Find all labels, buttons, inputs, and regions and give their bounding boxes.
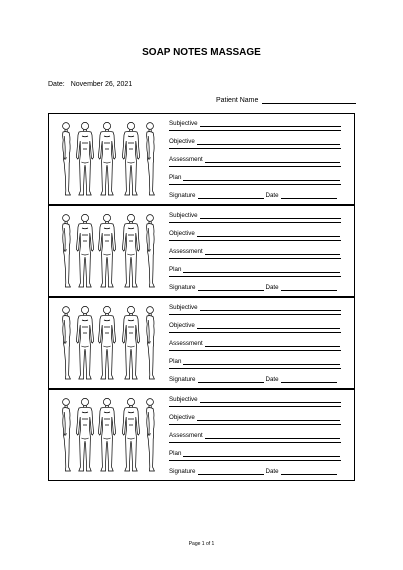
plan-extra-line[interactable]: [169, 184, 341, 185]
plan-extra-line[interactable]: [169, 276, 341, 277]
plan-field[interactable]: [169, 358, 340, 365]
plan-label: Plan: [169, 266, 182, 273]
signature-date-label: Date: [265, 284, 279, 291]
date-label: Date:: [48, 81, 65, 88]
assessment-extra-line[interactable]: [169, 258, 341, 259]
signature-label: Signature: [169, 284, 196, 291]
subjective-label: Subjective: [169, 304, 198, 311]
signature-label: Signature: [169, 192, 196, 199]
subjective-label: Subjective: [169, 396, 198, 403]
assessment-field[interactable]: [169, 156, 340, 163]
subjective-extra-line[interactable]: [169, 314, 341, 315]
plan-field[interactable]: [169, 174, 340, 181]
signature-field[interactable]: [169, 284, 337, 291]
soap-note-section: [48, 297, 355, 389]
plan-extra-line[interactable]: [169, 368, 341, 369]
subjective-label: Subjective: [169, 212, 198, 219]
assessment-field[interactable]: [169, 248, 340, 255]
human-body-outline-icon: [59, 397, 157, 475]
soap-note-section: [48, 389, 355, 481]
assessment-field[interactable]: [169, 432, 340, 439]
plan-field[interactable]: [169, 450, 340, 457]
signature-label: Signature: [169, 468, 196, 475]
plan-label: Plan: [169, 450, 182, 457]
patient-name-field[interactable]: [216, 96, 356, 104]
date-value: November 26, 2021: [70, 81, 133, 88]
human-body-outline-icon: [59, 305, 157, 383]
assessment-extra-line[interactable]: [169, 166, 341, 167]
objective-field[interactable]: [169, 322, 340, 329]
subjective-extra-line[interactable]: [169, 130, 341, 131]
signature-field[interactable]: [169, 192, 337, 199]
signature-date-label: Date: [265, 468, 279, 475]
assessment-field[interactable]: [169, 340, 340, 347]
objective-extra-line[interactable]: [169, 424, 341, 425]
patient-name-line[interactable]: [262, 96, 356, 104]
soap-note-section: [48, 205, 355, 297]
objective-field[interactable]: [169, 414, 340, 421]
subjective-label: Subjective: [169, 120, 198, 127]
subjective-extra-line[interactable]: [169, 222, 341, 223]
objective-label: Objective: [169, 322, 195, 329]
assessment-label: Assessment: [169, 340, 203, 347]
assessment-extra-line[interactable]: [169, 442, 341, 443]
objective-extra-line[interactable]: [169, 148, 341, 149]
assessment-label: Assessment: [169, 156, 203, 163]
subjective-field[interactable]: [169, 212, 341, 219]
assessment-extra-line[interactable]: [169, 350, 341, 351]
patient-name-label: Patient Name: [216, 97, 259, 104]
objective-label: Objective: [169, 138, 195, 145]
objective-label: Objective: [169, 230, 195, 237]
objective-field[interactable]: [169, 230, 340, 237]
soap-note-section: [48, 113, 355, 205]
assessment-label: Assessment: [169, 248, 203, 255]
page-number: Page 1 of 1: [188, 541, 215, 547]
signature-label: Signature: [169, 376, 196, 383]
objective-extra-line[interactable]: [169, 332, 341, 333]
human-body-outline-icon: [59, 213, 157, 291]
signature-date-label: Date: [265, 192, 279, 199]
subjective-field[interactable]: [169, 304, 341, 311]
subjective-extra-line[interactable]: [169, 406, 341, 407]
date-line: [48, 81, 132, 88]
objective-label: Objective: [169, 414, 195, 421]
subjective-field[interactable]: [169, 120, 341, 127]
signature-field[interactable]: [169, 468, 337, 475]
plan-extra-line[interactable]: [169, 460, 341, 461]
objective-field[interactable]: [169, 138, 340, 145]
plan-field[interactable]: [169, 266, 340, 273]
objective-extra-line[interactable]: [169, 240, 341, 241]
human-body-outline-icon: [59, 121, 157, 199]
plan-label: Plan: [169, 358, 182, 365]
document-title: SOAP NOTES MASSAGE: [142, 47, 261, 58]
assessment-label: Assessment: [169, 432, 203, 439]
plan-label: Plan: [169, 174, 182, 181]
signature-field[interactable]: [169, 376, 337, 383]
subjective-field[interactable]: [169, 396, 341, 403]
signature-date-label: Date: [265, 376, 279, 383]
